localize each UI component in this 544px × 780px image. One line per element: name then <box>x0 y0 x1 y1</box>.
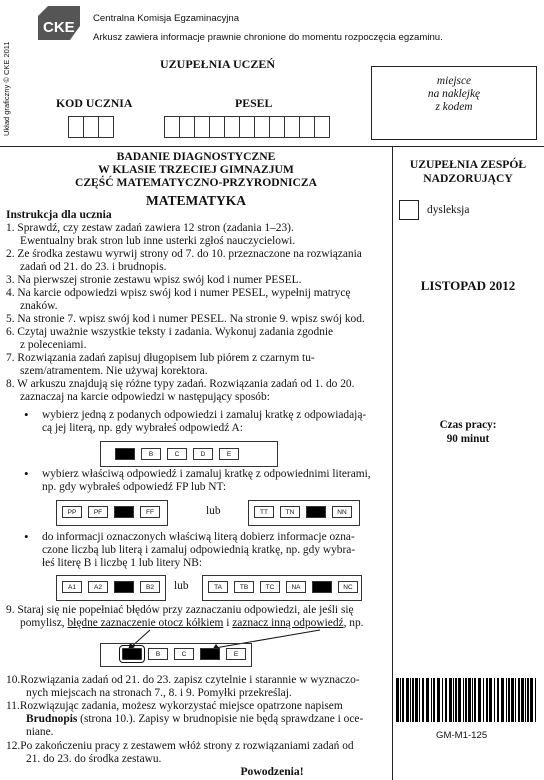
instruction-text: czone liczbą lub literą i zamaluj odpowiednią kratkę, np. gdy wybra- <box>42 544 356 556</box>
answer-cell-filled <box>200 648 220 660</box>
answer-cell: TN <box>280 506 300 518</box>
bullet: • <box>24 407 29 422</box>
instruction-text: szem/atramentem. Nie używaj korektora. <box>20 365 208 377</box>
student-section-heading: UZUPEŁNIA UCZEŃ <box>160 57 276 71</box>
answer-cell: E <box>226 648 246 660</box>
answer-cell: B <box>148 648 168 660</box>
time-label <box>392 418 544 446</box>
answer-cell-filled <box>114 581 134 593</box>
bullet: • <box>24 466 29 481</box>
instruction-text: cą jej literą, np. gdy wybrałeś odpowiedź A: <box>42 422 243 434</box>
barcode-bar <box>474 678 476 722</box>
answer-cell: FF <box>140 506 160 518</box>
barcode-bar <box>508 678 510 722</box>
cke-logo <box>38 6 80 40</box>
or-label: lub <box>206 505 221 517</box>
barcode-bar <box>455 678 457 722</box>
answer-cell: NC <box>338 581 358 593</box>
barcode-bar <box>458 678 461 722</box>
instruction-text: 11.Rozwiązując zadania, możesz wykorzystać miejsce opatrzone napisem <box>6 700 343 712</box>
title-line: W KLASIE TRZECIEJ GIMNAZJUM <box>98 163 294 176</box>
title-line: CZĘŚĆ MATEMATYCZNO-PRZYRODNICZA <box>74 176 318 189</box>
barcode-bar <box>433 678 435 722</box>
barcode-bar <box>468 678 471 722</box>
underlined-text: błędne zaznaczenie otocz kółkiem <box>67 617 224 629</box>
instruction-text: 21. do 23. do środka zestawu. <box>26 753 162 765</box>
barcode-bar <box>527 678 529 722</box>
subject-title: MATEMATYKA <box>146 193 246 208</box>
answer-cell-filled <box>114 506 134 518</box>
instruction-text: zadań od 21. do 23. i brudnopis. <box>20 261 167 273</box>
answer-cell: A1 <box>62 581 82 593</box>
barcode-bar <box>515 678 516 722</box>
instruction-text: Ewentualny brak stron lub inne usterki zgłoś nauczycielowi. <box>20 235 296 247</box>
booklet-code: GM-M1-125 <box>436 730 488 741</box>
barcode <box>396 678 536 722</box>
instruction-text: łeś literę B i liczbę 1 lub litery NB: <box>42 557 203 569</box>
answer-cell: NN <box>332 506 352 518</box>
barcode-bar <box>437 678 440 722</box>
instruction-text <box>6 713 402 726</box>
example-answer-row <box>254 506 352 518</box>
barcode-bar <box>489 678 492 722</box>
instruction-text: znaków. <box>20 300 58 312</box>
checkbox-square <box>399 200 419 220</box>
barcode-bar <box>412 678 414 722</box>
barcode-bar <box>486 678 488 722</box>
instruction-text: 3. Na pierwszej stronie zestawu wpisz swój kod i numer PESEL. <box>6 274 302 286</box>
exam-date: LISTOPAD 2012 <box>420 278 516 293</box>
barcode-bar <box>535 678 536 722</box>
answer-cell: C <box>174 648 194 660</box>
answer-cell: TB <box>234 581 254 593</box>
instruction-text: 8. W arkuszu znajdują się różne typy zadań. Rozwiązania zadań od 1. do 20. <box>6 378 355 390</box>
barcode-bar <box>442 678 443 722</box>
instruction-text: wybierz jedną z podanych odpowiedzi i zamaluj kratkę z odpowiadają- <box>42 409 367 421</box>
answer-cell: B2 <box>140 581 160 593</box>
instruction-text: do informacji oznaczonych właściwą literą dobierz informacje ozna- <box>42 531 355 543</box>
copyright-sidebar: Układ graficzny © CKE 2011 <box>2 41 11 136</box>
answer-cell: C <box>167 448 187 460</box>
logo-text: CKE <box>43 19 75 36</box>
barcode-bar <box>422 678 424 722</box>
sticker-line: na naklejkę <box>427 88 481 100</box>
barcode-bar <box>402 678 404 722</box>
or-label: lub <box>174 580 189 592</box>
barcode-bar <box>445 678 447 722</box>
title-line: BADANIE DIAGNOSTYCZNE <box>116 150 276 163</box>
barcode-bar <box>501 678 504 722</box>
barcode-bar <box>530 678 533 722</box>
instruction-text: zaznaczaj na karcie odpowiedzi w następujący sposób: <box>20 391 270 403</box>
instruction-text: 10.Rozwiązania zadań od 21. do 23. zapisz czytelnie i starannie w wyznaczo- <box>6 674 360 686</box>
barcode-bar <box>431 678 432 722</box>
barcode-bar <box>521 678 524 722</box>
barcode-bar <box>453 678 454 722</box>
instruction-text: 2. Ze środka zestawu wyrwij strony od 7. do 10. przeznaczone na rozwiązania <box>6 248 362 260</box>
time-label-text: Czas pracy: <box>439 419 497 431</box>
answer-cell: TT <box>254 506 274 518</box>
answer-cell: TA <box>208 581 228 593</box>
supervisor-heading: UZUPEŁNIA ZESPÓŁ <box>409 158 527 171</box>
instruction-text: z poleceniami. <box>20 339 87 351</box>
barcode-bar <box>465 678 467 722</box>
text-part: pomylisz, <box>20 617 68 629</box>
bullet: • <box>24 529 29 544</box>
pesel-label: PESEL <box>235 96 273 110</box>
instruction-text: nych miejscach na stronach 7., 8. i 9. Pomyłki przekreślaj. <box>26 687 292 699</box>
barcode-bar <box>525 678 526 722</box>
underlined-text: zaznacz inną odpowiedź <box>232 617 344 629</box>
instruction-text: 6. Czytaj uważnie wszystkie teksty i zadania. Wykonuj zadania zgodnie <box>6 326 334 338</box>
instruction-heading: Instrukcja dla ucznia <box>6 208 112 221</box>
example-answer-row <box>122 648 246 660</box>
answer-cell-filled <box>115 448 135 460</box>
institution-name: Centralna Komisja Egzaminacyjna <box>93 13 240 24</box>
instruction-text: 4. Na karcie odpowiedzi wpisz swój kod i numer PESEL, wypełnij matrycę <box>6 287 351 299</box>
barcode-bar <box>419 678 420 722</box>
barcode-bar <box>426 678 429 722</box>
barcode-bar <box>410 678 411 722</box>
text-part: i <box>223 617 233 629</box>
barcode-bar <box>483 678 484 722</box>
answer-cell: D <box>193 448 213 460</box>
barcode-bar <box>415 678 418 722</box>
barcode-bar <box>511 678 514 722</box>
answer-cell: NA <box>286 581 306 593</box>
answer-cell-circled <box>122 648 142 660</box>
instruction-text: wybierz właściwą odpowiedź i zamaluj kratkę z odpowiednimi literami, <box>42 468 371 480</box>
answer-cell: A2 <box>88 581 108 593</box>
answer-cell: TC <box>260 581 280 593</box>
supervisor-heading: NADZORUJĄCY <box>423 172 513 185</box>
answer-cell: PF <box>88 506 108 518</box>
answer-cell: PP <box>62 506 82 518</box>
text-part: , np. <box>343 617 364 629</box>
barcode-bar <box>472 678 473 722</box>
barcode-bar <box>497 678 499 722</box>
example-answer-row <box>62 506 160 518</box>
instruction-text: 9. Staraj się nie popełniać błędów przy zaznaczaniu odpowiedzi, ale jeśli się <box>6 604 354 616</box>
instruction-text: 5. Na stronie 7. wpisz swój kod i numer PESEL. Na stronie 9. wpisz swój kod. <box>6 313 365 325</box>
sticker-line: z kodem <box>435 101 473 113</box>
barcode-bar <box>518 678 520 722</box>
answer-cell-filled <box>312 581 332 593</box>
pesel-boxes[interactable] <box>164 116 329 138</box>
example-answer-row <box>208 581 358 593</box>
answer-cell: B <box>141 448 161 460</box>
example-answer-row <box>115 448 239 460</box>
barcode-bar <box>463 678 464 722</box>
barcode-bar <box>494 678 495 722</box>
confidential-notice: Arkusz zawiera informacje prawnie chronione do momentu rozpoczęcia egzaminu. <box>93 32 443 43</box>
instruction-text: 1. Sprawdź, czy zestaw zadań zawiera 12 stron (zadania 1–23). <box>6 222 294 234</box>
barcode-bar <box>478 678 481 722</box>
dyslexia-checkbox[interactable] <box>399 200 469 220</box>
student-code-label: KOD UCZNIA <box>56 96 133 110</box>
student-code-boxes[interactable] <box>68 116 113 138</box>
instruction-text: niane. <box>26 726 54 738</box>
dyslexia-label: dysleksja <box>427 204 470 216</box>
answer-cell-filled <box>306 506 326 518</box>
divider <box>0 146 544 147</box>
barcode-bar <box>506 678 507 722</box>
sticker-placeholder <box>371 66 537 140</box>
barcode-bar <box>406 678 409 722</box>
time-value: 90 minut <box>446 433 490 445</box>
instruction-text: np. gdy wybrałeś odpowiedź FP lub NT: <box>42 481 227 493</box>
answer-cell: E <box>219 448 239 460</box>
instruction-text: 7. Rozwiązania zadań zapisuj długopisem lub piórem z czarnym tu- <box>6 352 315 364</box>
text-part: (strona 10.). Zapisy w brudnopisie nie będą sprawdzane i oce- <box>77 713 364 725</box>
example-answer-row <box>62 581 160 593</box>
instruction-text: 12.Po zakończeniu pracy z zestawem włóż strony z rozwiązaniami zadań od <box>6 740 354 752</box>
barcode-bar <box>449 678 452 722</box>
bold-text: Brudnopis <box>26 713 78 725</box>
good-luck: Powodzenia! <box>240 765 304 778</box>
sticker-line: miejsce <box>436 75 472 87</box>
